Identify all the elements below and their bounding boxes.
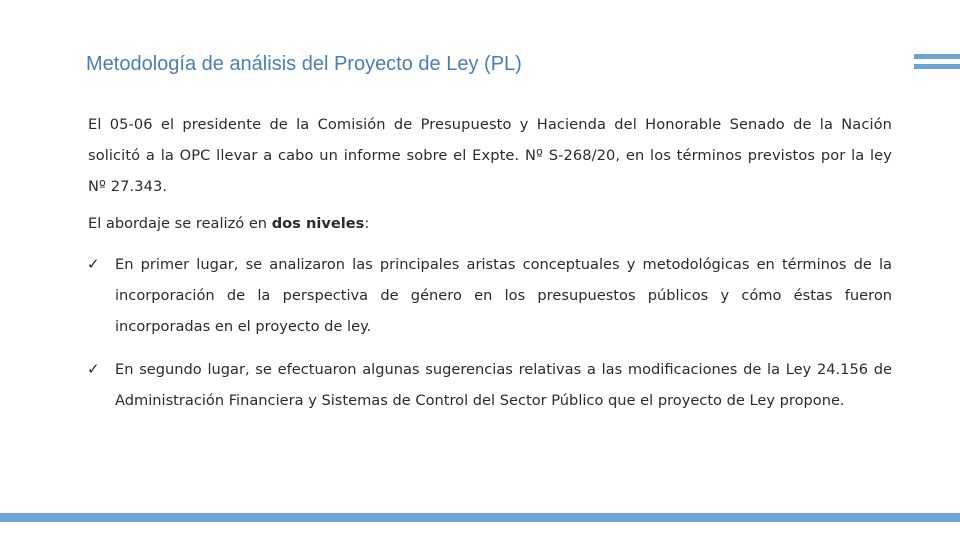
- bullet-text: En primer lugar, se analizaron las principales aristas conceptuales y metodológicas en términos de la incorporación de la perspectiva de género en los presupuestos públicos y cómo éstas fueron incorporadas en el proyecto de ley.: [115, 256, 892, 335]
- footer-accent-bar: [0, 513, 960, 522]
- slide-title: Metodología de análisis del Proyecto de Ley (PL): [86, 53, 522, 75]
- slide-body: [88, 109, 892, 416]
- accent-bar-top: [914, 54, 960, 59]
- lead-paragraph: [88, 208, 892, 239]
- bullet-text: En segundo lugar, se efectuaron algunas sugerencias relativas a las modificaciones de la Ley 24.156 de Administración Financiera y Sistemas de Control del Sector Público que el proyecto de Ley propone.: [115, 361, 892, 409]
- intro-paragraph: El 05-06 el presidente de la Comisión de Presupuesto y Hacienda del Honorable Senado de la Nación solicitó a la OPC llevar a cabo un informe sobre el Expte. Nº S-268/20, en los términos previstos por la ley Nº 27.343.: [88, 116, 892, 195]
- checkmark-icon: ✓: [87, 255, 100, 273]
- bullet-item-second: [88, 354, 892, 416]
- lead-emphasis: dos niveles: [271, 215, 365, 232]
- accent-bar-bottom: [914, 64, 960, 69]
- lead-suffix: :: [364, 215, 370, 232]
- accent-bars-decoration: [914, 54, 960, 74]
- lead-text: El abordaje se realizó en: [88, 215, 272, 232]
- bullet-item-first: [88, 249, 892, 342]
- checkmark-icon: ✓: [87, 360, 100, 378]
